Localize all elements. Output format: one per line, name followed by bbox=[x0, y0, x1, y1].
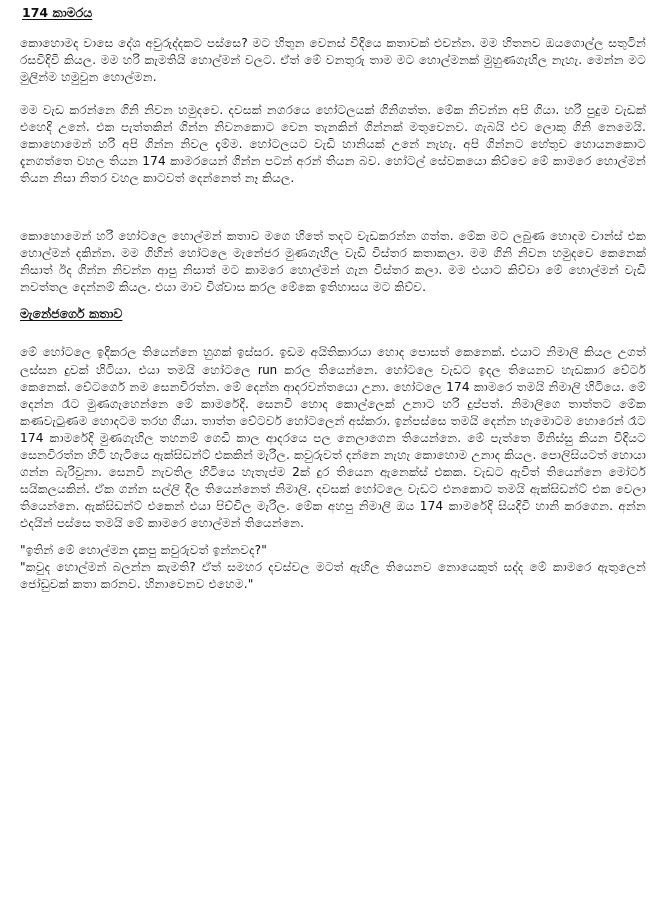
question-quote: "ඉතින් මේ හොල්මන දැකපු කවුරුවත් ඉන්නවද?" bbox=[20, 543, 267, 557]
section-title-room-174: 174 කාමරය bbox=[22, 5, 93, 20]
managers-story-text-rest: කරල තියෙන්නෙ. හෝටලෙ වැඩට ඉදල තියෙනව හැඩකාර වේටර් කෙනෙක්. වේටර්ගෙ නම සෙනවිරත්න. මේ දෙන්න ආදරවන්තයො උනා. හෝටලෙ 174 කාමරෙ තමයි නිමාලි හිටියෙ. මේ දෙන්න රෑට මුණගැහෙන්නෙ මේ කාමරේදි. සෙනවි හොද කොල්ලෙක් උනාට හරි දුප්පත්. නිමාලිගෙ තාත්තට මේක කණවැටුණම හොදටම තරහ ගියා. තාත්ත වේටර්ව හෝටලෙන් අස්කරා. ඉන්පස්සෙ තමයි දෙන්න හැමොටම හොරෙන් රෑට 174 කාමරේදි මුණගැහිල තහනම් ගෙඩි කාල ආදරයෙ පල නෙලාගෙන තියෙන්නෙ. මේ පැත්තෙ මිනිස්සු කියන විදියට සෙනවිරත්න හිටි හැටියෙ ඇක්සිඩන්ට් එකකින් මැරිල. කවුරුවත් දන්නෙ නැහැ කොහොම උනාද කියල. පොලිසියටත් හොයා ගන්න බැරිවුනා. සෙනවි නැවතිල හිටියෙ හැතැප්ම 2ක් දුර තියෙන ඇනෙක්ස් එකක. වැඩට ඇවිත් තියෙන්නෙ මෝටර් සයිකලයකින්. ඒක ගන්න සල්ලි දීල තියෙන්නෙත් නිමාලි. දවසක් හෝටලෙ වැඩට එනකොට තමයි ඇක්සිඩන්ට් එක වෙලා තියෙන්නෙ. ඇක්සිඩන්ට් එකෙන් එයා පිච්චිල මැරිල. මේක අහපු නිමාලි ඔය 174 කාමරේදි සියදිවි හානි කරගෙන. අන්න එදයින් පස්සෙ තමයි මේ කාමරෙ හොල්මන් තියෙන්නෙ. bbox=[20, 363, 646, 530]
fire-story-paragraph: මම වැඩ කරන්නෙ ගිනි නිවන හමුදවෙ. දවසක් නගරයෙ හෝටලයක් ගිනිගත්ත. මේක නිවන්න අපි ගියා. හරි පුදුම වැඩක් එහෙදි උනේ. එක පැත්තකින් ගින්න නිවනකොට වෙන තැනකින් ගින්නක් මතුවෙනව. ගැබයි එව ලොකු ගිනි නෙමෙයි. කොහොමෙන් හරි අපි ගින්න නිවල දැම්ම. හෝටලයට වැඩි හානියක් උනේ නැහැ. අපි ගින්නට හේතුව හොයනකොට දැනගත්තෙ වහල තියන 174 කාමරයෙන් ගින්න පටන් අරන් තියන බව. හෝටල් සේවකයො කිව්වෙ මේ කාමරෙ හොල්මන් තියන නිසා නිතර වහල කාටවත් දෙන්නෙත් නෑ කියල. bbox=[20, 103, 646, 185]
managers-story-text-start: මේ හෝටලෙ ඉදිකරල තියෙන්නෙ හුගක් ඉස්සර. ඉඩම අයිතිකාරයා හොද පොසත් කෙනෙක්. එයාට නිමාලි කියල උගත් ලස්සන දුවක් හිටියා. එයා තමයි හෝටලෙ bbox=[20, 345, 646, 377]
answer-quote: "කවුද හොල්මන් බලන්න කැමති? ඒත් සමහර දවස්වල මටත් ඇහිල තියෙනව නොයෙකුත් සද්ද මේ කාමරෙ ඇතුලෙන් ජෝඩුවක් කතා කරනව. හිනාවෙනව එහෙම." bbox=[20, 560, 646, 591]
managers-story-paragraph bbox=[20, 344, 646, 532]
run-word: run bbox=[257, 362, 278, 377]
section-title-managers-story: මැනේජර්ගෙ කතාව bbox=[20, 306, 123, 321]
hotel-ghost-paragraph: කොහොමෙන් හරි හෝටලෙ හොල්මන් කතාව මගෙ හිතේ තදට වැඩකරන්න ගත්ත. මේක මට ලබුණ හොදම චාන්ස් එක හොල්මන් දකින්න. මම ගිහින් හෝටලෙ මැනේජර මුණගැහිල වැඩි විස්තර කතාකලා. මම ගිනි නිවන හමුදවෙ කෙනෙක් නිසාත් ඊද ගින්න නිවන්න ආපු නිසාත් මට කාමරෙ හොල්මන් ගැන විස්තර කලා. මම එයාට කිව්වා මේ හොල්මන් වැඩි නවත්තල දෙන්නම් කියල. එයා මාව විශ්වාස කරල මේකෙ ඉතිහාසය මට කිව්ව. bbox=[20, 229, 646, 294]
intro-paragraph: කොහොමද වාසෙ දේශ අවුරුද්දකට පස්සෙ? මට හිතුන වෙනස් විදියෙ කතාවක් එවන්න. මම හිතනව ඔයගොල්ල සතුටින් රසවිදිවි කියල. මම හරි කැමතියි හොල්මන් වලට. ඒත් මේ වනතුරු තාම මට හොල්මනක් මුහුණගැහිල නැහැ. මෙන්න මට මුලින්ම හමුවුන හොල්මන. bbox=[20, 36, 646, 84]
